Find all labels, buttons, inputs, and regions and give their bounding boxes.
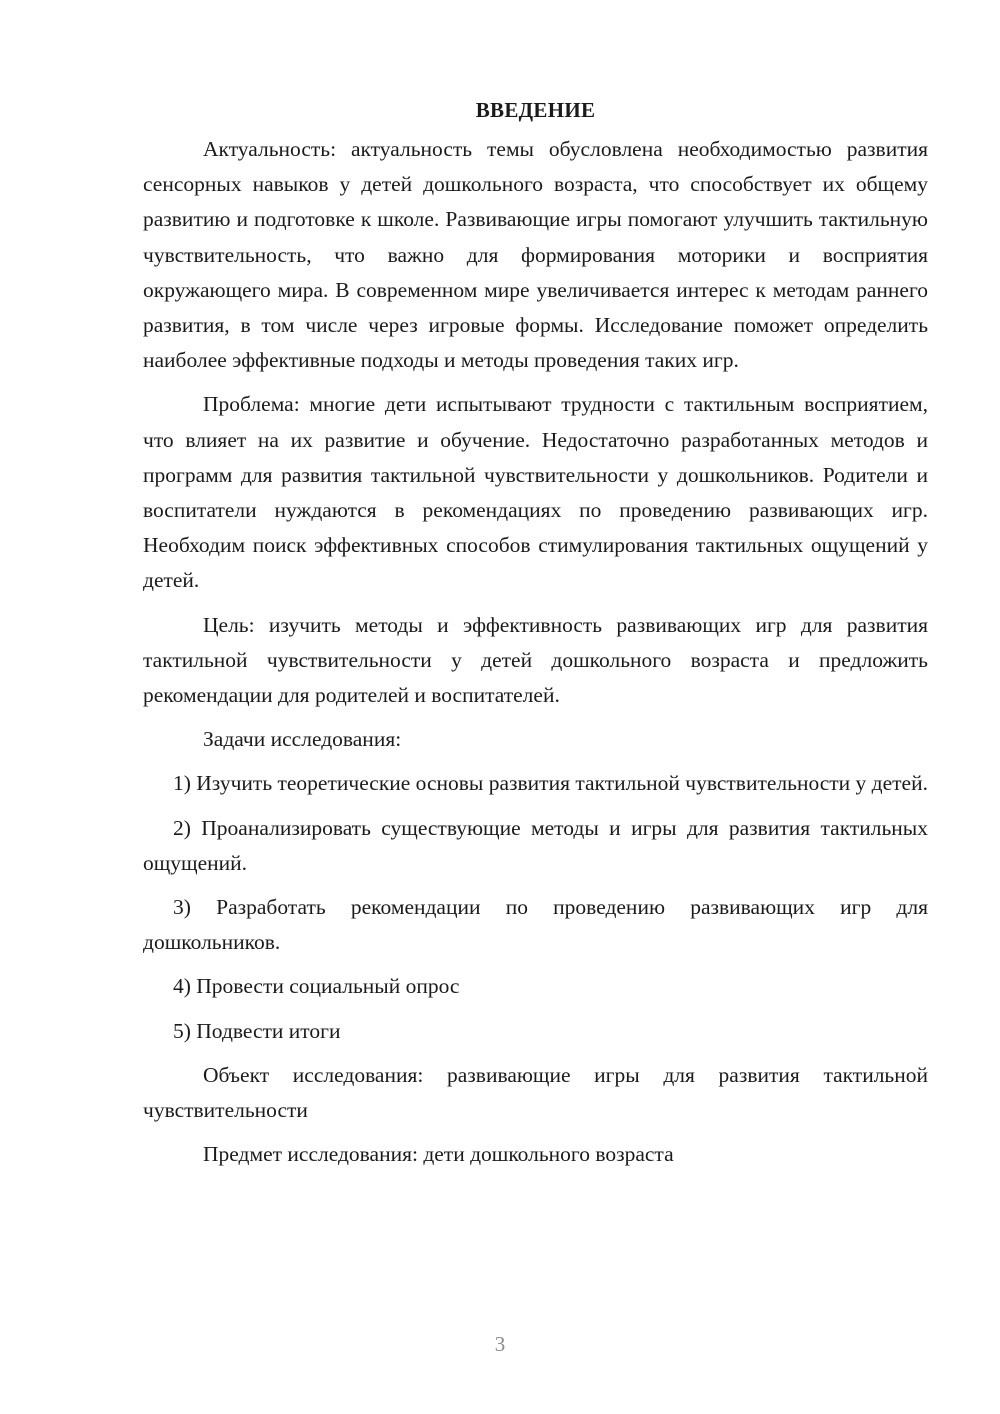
tasks-heading: Задачи исследования: — [203, 727, 402, 752]
page-number: 3 — [494, 1332, 506, 1356]
subject-paragraph: Предмет исследования: дети дошкольного возраста — [203, 1142, 674, 1167]
task-item-2: 2) Проанализировать существующие методы и игры для развития тактильных ощущений. — [143, 815, 928, 875]
task-item-4: 4) Провести социальный опрос — [173, 974, 460, 999]
section-title: ВВЕДЕНИЕ — [475, 98, 596, 122]
goal-paragraph: Цель: изучить методы и эффективность развивающих игр для развития тактильной чувствительности у детей дошкольного возраста и предложить рекомендации для родителей и воспитателей. — [143, 612, 928, 708]
object-paragraph: Объект исследования: развивающие игры для развития тактильной чувствительности — [143, 1062, 928, 1123]
task-item-5: 5) Подвести итоги — [173, 1018, 341, 1043]
relevance-paragraph: Актуальность: актуальность темы обусловлена необходимостью развития сенсорных навыков у детей дошкольного возраста, что способствует их общему развитию и подготовке к школе. Развивающие игры помогают улучшить тактильную чувствительность, что важно для формирования моторики и восприятия окружающего мира. В современном мире увеличивается интерес к методам раннего развития, в том числе через игровые формы. Исследование поможет определить наиболее эффективные подходы и методы проведения таких игр. — [143, 137, 928, 373]
problem-paragraph: Проблема: многие дети испытывают трудности с тактильным восприятием, что влияет на их развитие и обучение. Недостаточно разработанных методов и программ для развития тактильной чувствительности у дошкольников. Родители и воспитатели нуждаются в рекомендациях по проведению развивающих игр. Необходим поиск эффективных способов стимулирования тактильных ощущений у детей. — [143, 392, 928, 593]
task-item-1: 1) Изучить теоретические основы развития тактильной чувствительности у детей. — [173, 771, 928, 796]
task-item-3: 3) Разработать рекомендации по проведению развивающих игр для дошкольников. — [143, 895, 928, 955]
document-page — [143, 92, 928, 1172]
